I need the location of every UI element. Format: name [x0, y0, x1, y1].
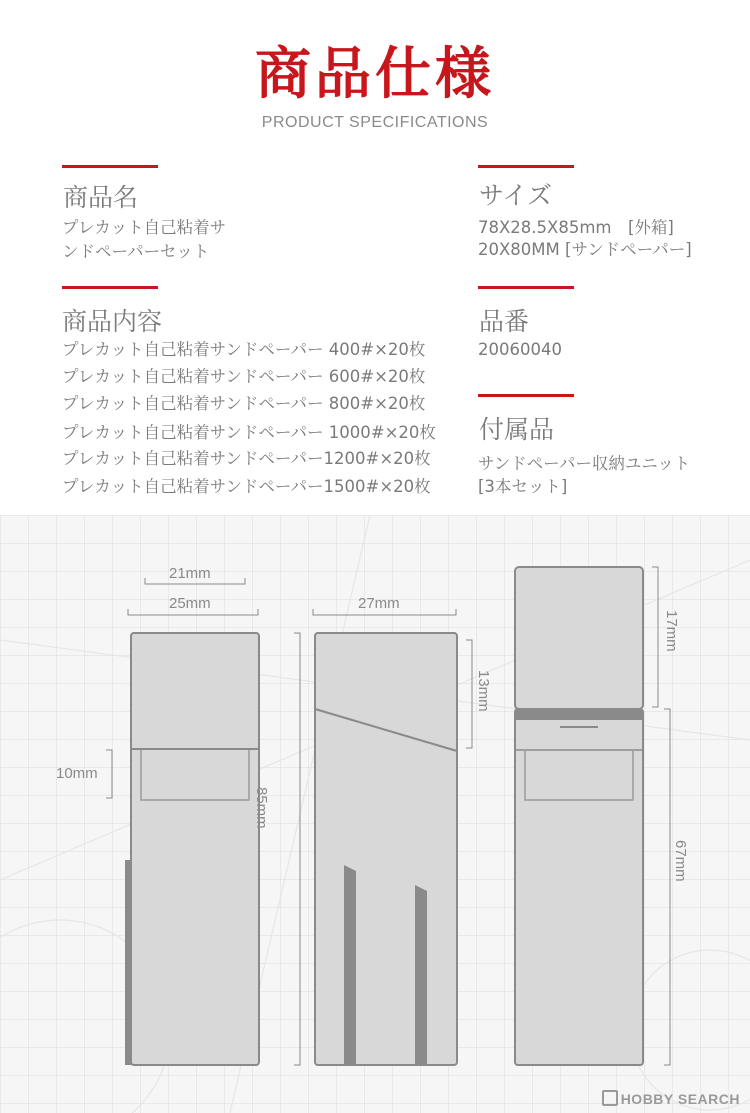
product-name-line: プレカット自己粘着サ — [62, 218, 227, 237]
size-line: 78X28.5X85mm [外箱] — [478, 218, 674, 237]
dim-67mm: 67mm — [672, 840, 689, 882]
product-name-line: ンドペーパーセット — [62, 242, 210, 261]
accessories-label: 付属品 — [479, 415, 555, 444]
contents-line: プレカット自己粘着サンドペーパー 1000#×20枚 — [62, 423, 436, 442]
accessories-line: サンドペーパー収納ユニット — [478, 454, 691, 473]
dim-10mm: 10mm — [56, 765, 98, 782]
accent-bar — [478, 394, 574, 397]
size-line: 20X80MM [サンドペーパー] — [478, 240, 692, 259]
contents-label: 商品内容 — [62, 307, 163, 336]
contents-line: プレカット自己粘着サンドペーパー1200#×20枚 — [62, 449, 431, 468]
contents-line: プレカット自己粘着サンドペーパー 600#×20枚 — [62, 367, 426, 386]
page-title: 商品仕様 — [255, 42, 495, 107]
product-name-label: 商品名 — [63, 183, 139, 212]
brand-watermark: HOBBY SEARCH — [602, 1090, 740, 1107]
size-label: サイズ — [479, 181, 553, 210]
dim-13mm: 13mm — [475, 670, 492, 712]
unit-side-view — [315, 633, 457, 1065]
accessories-line: [3本セット] — [478, 477, 568, 496]
accent-bar — [62, 165, 158, 168]
hobby-search-logo-icon — [602, 1090, 618, 1106]
accent-bar — [478, 165, 574, 168]
part-number-label: 品番 — [479, 307, 530, 336]
unit-front-view — [125, 633, 259, 1065]
dim-25mm: 25mm — [169, 595, 211, 612]
dim-17mm: 17mm — [663, 610, 680, 652]
unit-stacked-view — [515, 567, 643, 1065]
part-number-value: 20060040 — [478, 340, 562, 359]
page-subtitle: PRODUCT SPECIFICATIONS — [261, 114, 489, 131]
dim-85mm: 85mm — [253, 787, 270, 829]
contents-line: プレカット自己粘着サンドペーパー 400#×20枚 — [62, 340, 426, 359]
contents-line: プレカット自己粘着サンドペーパー 800#×20枚 — [62, 394, 426, 413]
accent-bar — [62, 286, 158, 289]
dimension-diagram — [0, 515, 750, 1113]
dim-27mm: 27mm — [358, 595, 400, 612]
accent-bar — [478, 286, 574, 289]
dim-21mm: 21mm — [169, 565, 211, 582]
contents-line: プレカット自己粘着サンドペーパー1500#×20枚 — [62, 477, 431, 496]
